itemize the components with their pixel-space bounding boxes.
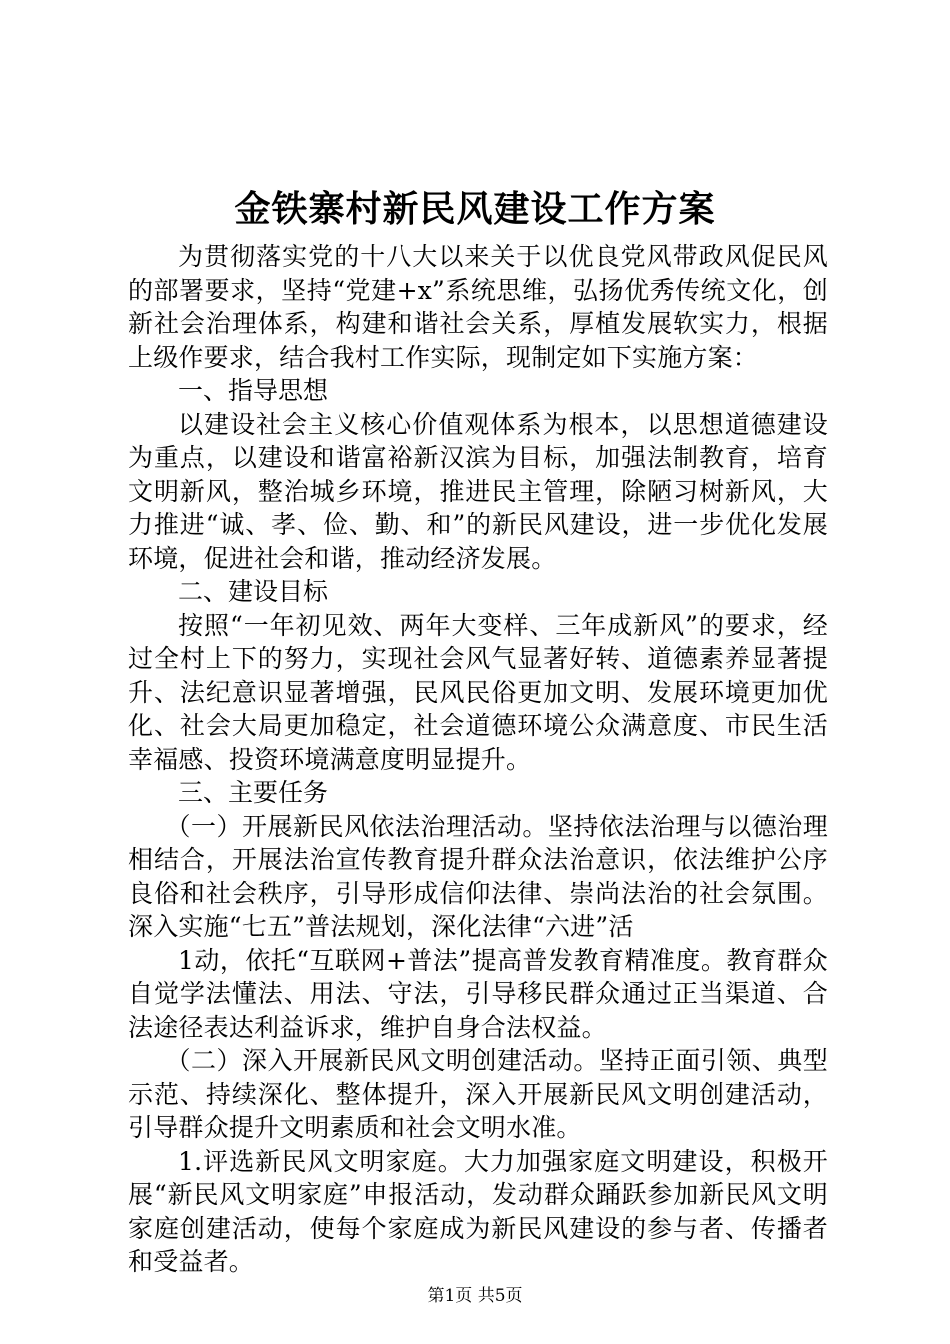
task-item-1-continued: 1动，依托“互联网+普法”提高普发教育精准度。教育群众自觉学法懂法、用法、守法，引导移民群众通过正当渠道、合法途径表达利益诉求，维护自身合法权益。: [128, 945, 828, 1042]
section-heading-guiding-ideology: 一、指导思想: [178, 376, 329, 405]
document-title: 金铁寨村新民风建设工作方案: [234, 188, 716, 230]
intro-paragraph: 为贯彻落实党的十八大以来关于以优良党风带政风促民风的部署要求，坚持“党建+x”系统思维，弘扬优秀传统文化，创新社会治理体系，构建和谐社会关系，厚植发展软实力，根据上级作要求，结合我村工作实际，现制定如下实施方案：: [128, 242, 828, 372]
task-item-2-1: 1.评选新民风文明家庭。大力加强家庭文明建设，积极开展“新民风文明家庭”申报活动，发动群众踊跃参加新民风文明家庭创建活动，使每个家庭成为新民风建设的参与者、传播者和受益者。: [128, 1146, 828, 1276]
document-body: [128, 240, 828, 1279]
task-item-1: （一）开展新民风依法治理活动。坚持依法治理与以德治理相结合，开展法治宣传教育提升群众法治意识，依法维护公序良俗和社会秩序，引导形成信仰法律、崇尚法治的社会氛围。深入实施“七五”普法规划，深化法律“六进”活: [128, 811, 828, 941]
section-paragraph-goals: 按照“一年初见效、两年大变样、三年成新风”的要求，经过全村上下的努力，实现社会风气显著好转、道德素养显著提升、法纪意识显著增强，民风民俗更加文明、发展环境更加优化、社会大局更加稳定，社会道德环境公众满意度、市民生活幸福感、投资环境满意度明显提升。: [128, 610, 828, 774]
page-footer: 第1页 共5页: [427, 1286, 523, 1306]
task-item-2: （二）深入开展新民风文明创建活动。坚持正面引领、典型示范、持续深化、整体提升，深入开展新民风文明创建活动，引导群众提升文明素质和社会文明水准。: [128, 1046, 828, 1142]
section-heading-goals: 二、建设目标: [178, 577, 329, 606]
section-heading-main-tasks: 三、主要任务: [178, 778, 329, 807]
section-paragraph-guiding-ideology: 以建设社会主义核心价值观体系为根本，以思想道德建设为重点，以建设和谐富裕新汉滨为目标，加强法制教育，培育文明新风，整治城乡环境，推进民主管理，除陋习树新风，大力推进“诚、孝、俭、勤、和”的新民风建设，进一步优化发展环境，促进社会和谐，推动经济发展。: [128, 409, 828, 573]
